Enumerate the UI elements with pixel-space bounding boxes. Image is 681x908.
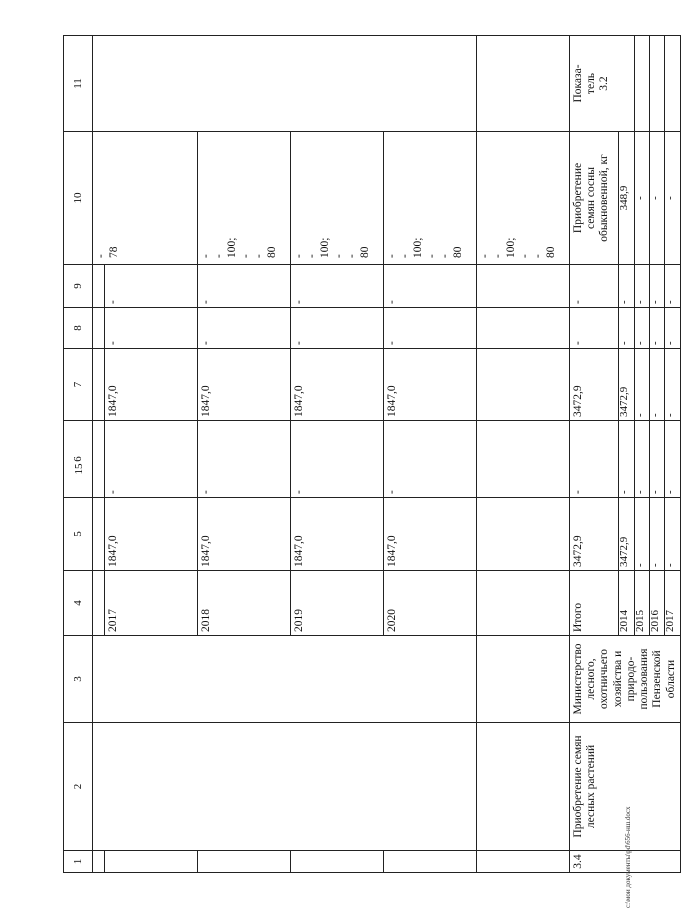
section-number: 3.4: [570, 851, 681, 873]
column-header: 6: [64, 421, 93, 498]
spacer-row: - 78: [93, 36, 105, 873]
table-row: 2016 - - - - - -: [650, 36, 665, 873]
table-row: 2018 1847,0 - 1847,0 - - - - 100; - - 80: [198, 36, 291, 873]
column-header: 11: [64, 36, 93, 132]
table-row: 2014 3472,9 - 3472,9 - - 348,9: [619, 36, 634, 873]
table-row-total: 3.4 Приобретение семян лесных растений Министерство лесного, охотничьего хозяйства и природо- пользования Пензенской области Итого 3472,9 - 3472,9 - - Приобретение семян сосны обыкновенной, кг Показа- тель 3.2: [570, 36, 619, 873]
table-row: 2017 - - - - - -: [665, 36, 680, 873]
section-executor: Министерство лесного, охотничьего хозяйства и природо- пользования Пензенской области: [570, 636, 681, 723]
column-header: 10: [64, 132, 93, 265]
column-header: 8: [64, 308, 93, 349]
column-header: 7: [64, 349, 93, 421]
column-header: 2: [64, 723, 93, 851]
column-header: 9: [64, 265, 93, 308]
page-number: 15: [73, 463, 85, 475]
section-name: Приобретение семян лесных растений: [570, 723, 681, 851]
table-row: 2019 1847,0 - 1847,0 - - - - 100; - - 80: [291, 36, 384, 873]
column-header: 3: [64, 636, 93, 723]
column-header: 5: [64, 498, 93, 571]
program-table: [63, 35, 681, 873]
table-row: 2020 1847,0 - 1847,0 - - - - 100; - - 80: [384, 36, 477, 873]
footer-file-path: c:\мои документы\pd\656-нш.docx: [624, 806, 632, 908]
column-header: 1: [64, 851, 93, 873]
header-row: [64, 36, 93, 873]
table-row: - - 100; - - 80: [477, 36, 570, 873]
table-row: 2017 1847,0 - 1847,0 - -: [105, 36, 198, 873]
column-header: 4: [64, 571, 93, 636]
table-row: 2015 - - - - - -: [634, 36, 649, 873]
